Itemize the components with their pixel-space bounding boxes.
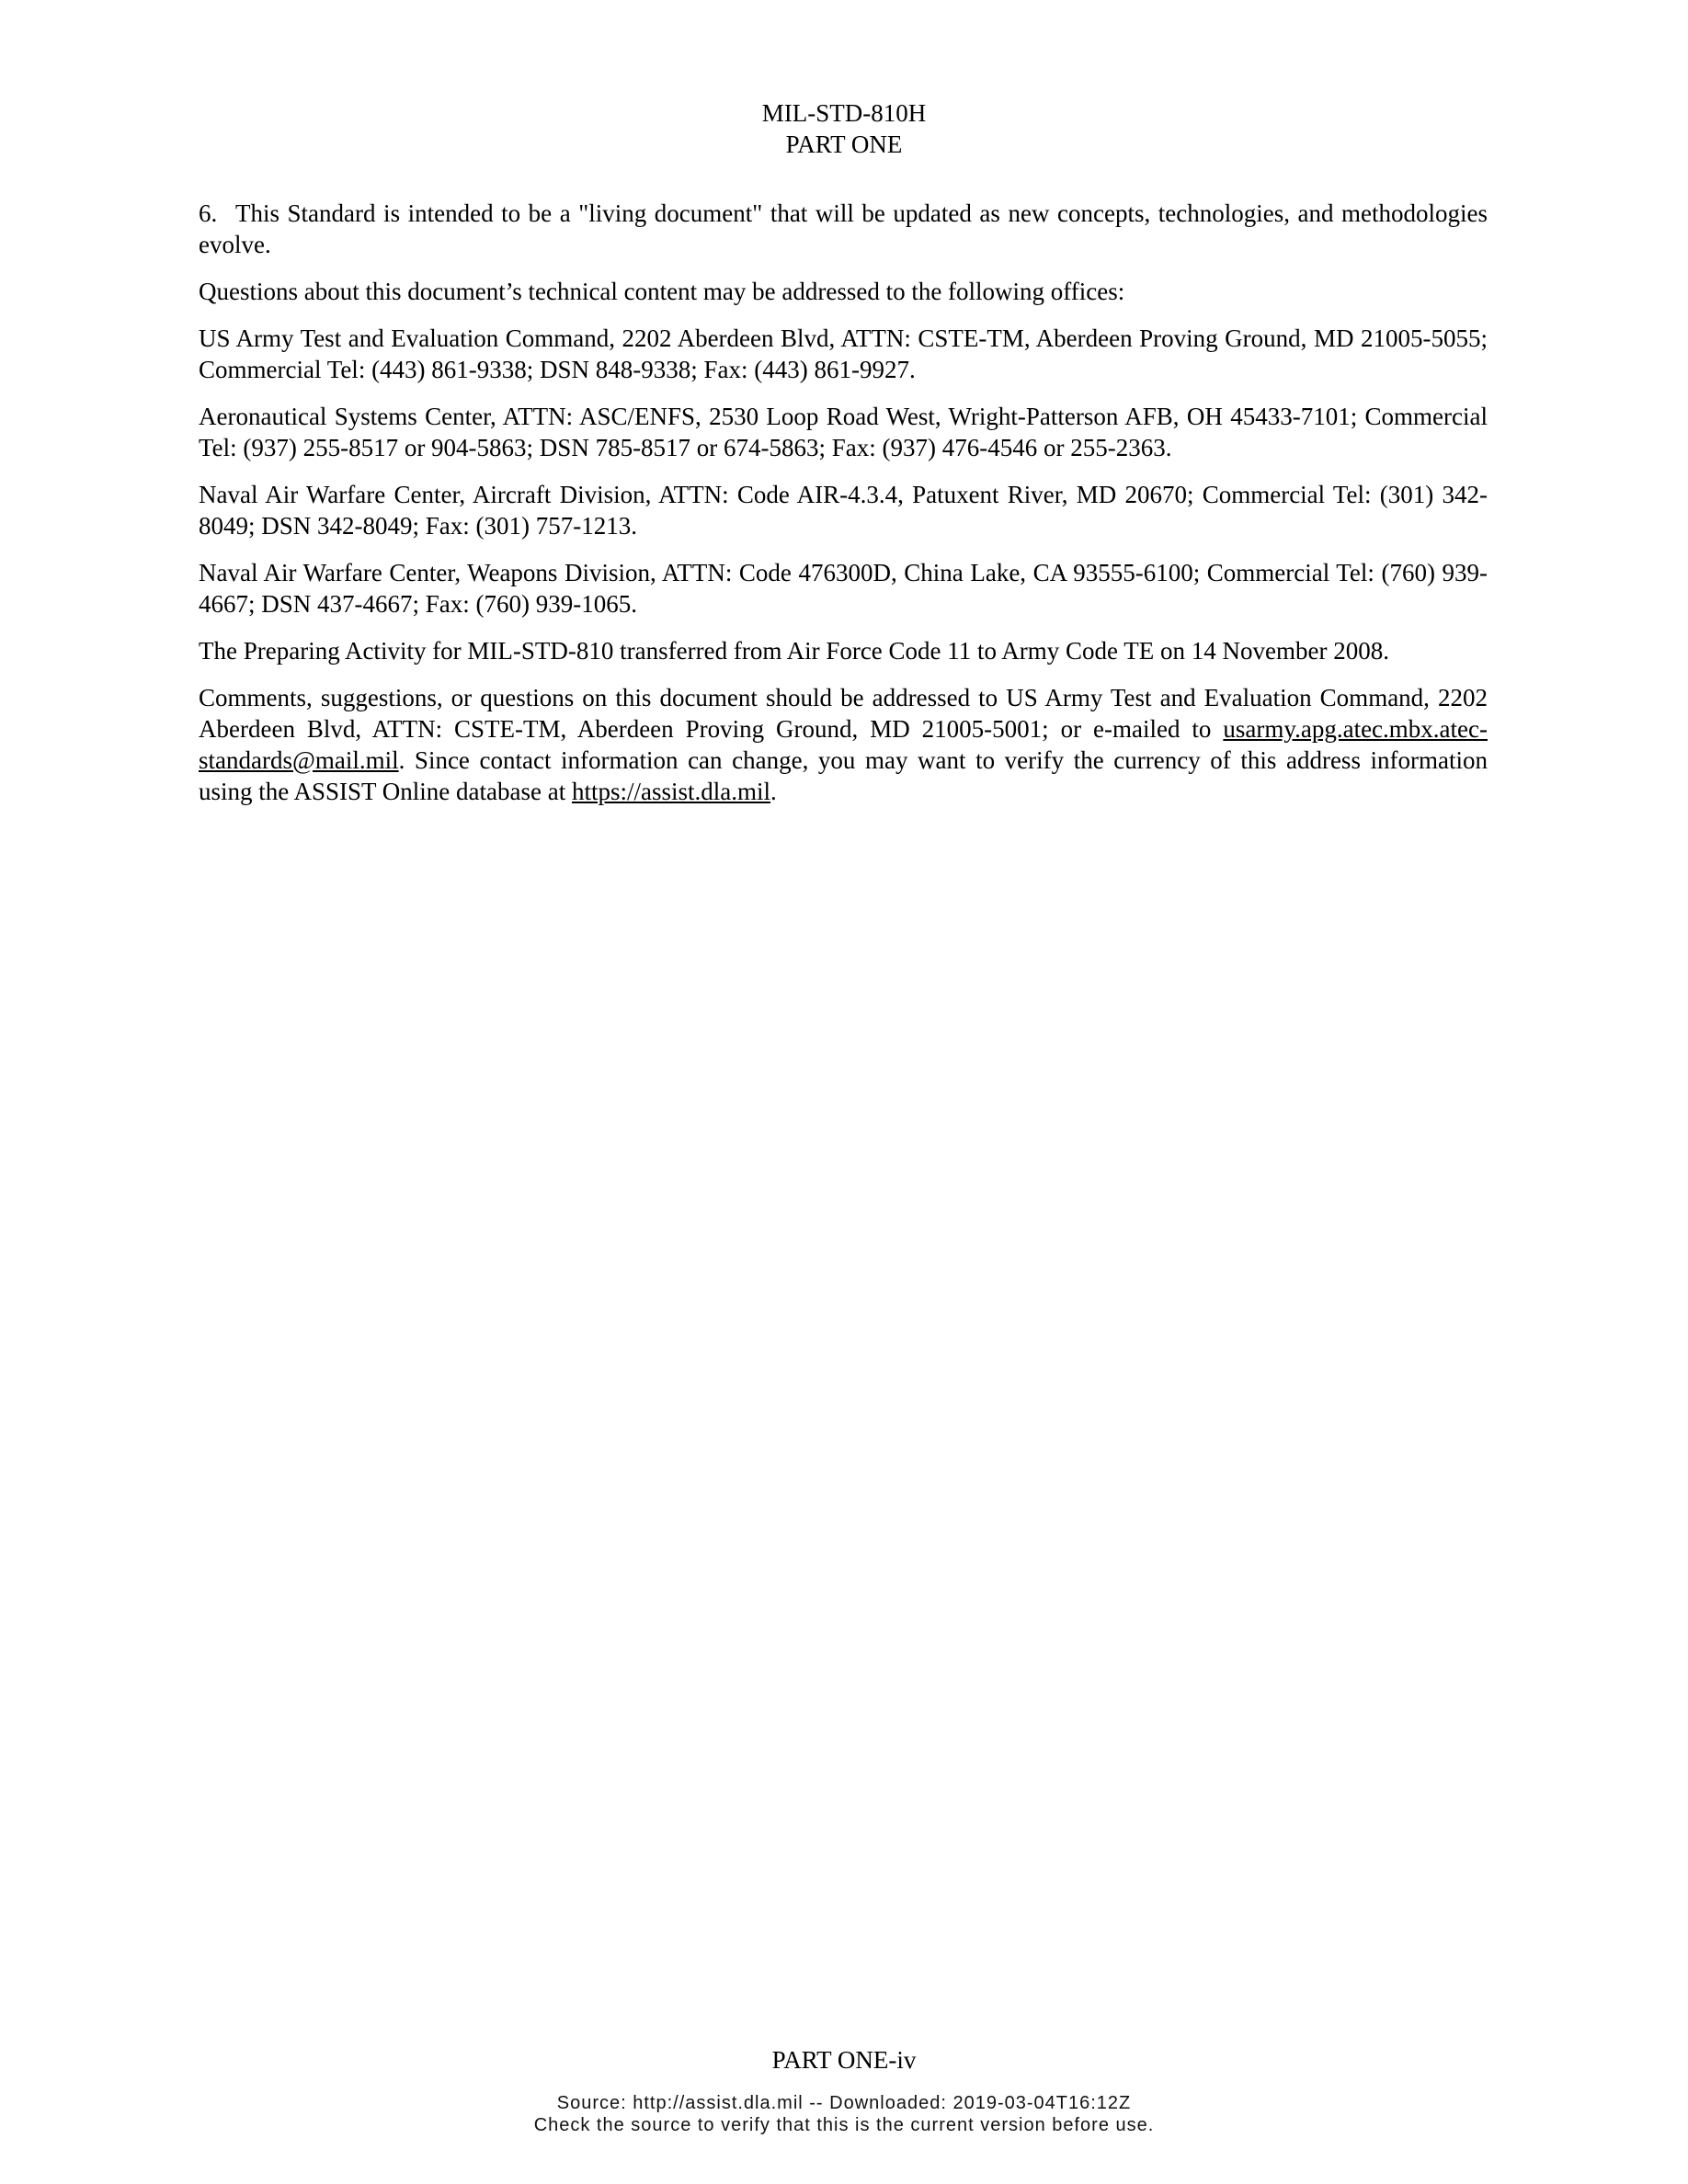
paragraph-naval-weapons-office: Naval Air Warfare Center, Weapons Division, ATTN: Code 476300D, China Lake, CA 93555-6100; Commercial Tel: (760) 939-4667; DSN 437-4667; Fax: (760) 939-1065. — [199, 559, 1488, 618]
paragraph-number: 6. — [199, 199, 218, 227]
source-line: Source: http://assist.dla.mil -- Downloaded: 2019-03-04T16:12Z — [556, 2093, 1132, 2113]
paragraph-comments — [199, 682, 1488, 807]
email-link[interactable]: usarmy.apg.atec.mbx.atec-standards@mail.mil — [199, 715, 1488, 774]
page-header — [0, 97, 1688, 160]
paragraph-preparing-activity: The Preparing Activity for MIL-STD-810 transferred from Air Force Code 11 to Army Code TE on 14 November 2008. — [199, 637, 1389, 665]
page-number: PART ONE-iv — [771, 2046, 917, 2074]
assist-link[interactable]: https://assist.dla.mil — [571, 778, 770, 805]
comments-text-1: Comments, suggestions, or questions on this document should be addressed to US Army Test and Evaluation Command, 2202 Aberdeen Blvd, ATTN: CSTE-TM, Aberdeen Proving Ground, MD 21005-5001; or e-mailed to — [199, 684, 1488, 743]
paragraph-naval-aircraft-office: Naval Air Warfare Center, Aircraft Division, ATTN: Code AIR-4.3.4, Patuxent River, MD 20670; Commercial Tel: (301) 342-8049; DSN 342-8049; Fax: (301) 757-1213. — [199, 481, 1488, 540]
document-id: MIL-STD-810H — [761, 99, 927, 127]
document-part: PART ONE — [785, 131, 903, 158]
check-line: Check the source to verify that this is the current version before use. — [533, 2115, 1155, 2135]
paragraph-army-office: US Army Test and Evaluation Command, 2202 Aberdeen Blvd, ATTN: CSTE-TM, Aberdeen Proving Ground, MD 21005-5055; Commercial Tel: (443) 861-9338; DSN 848-9338; Fax: (443) 861-9927. — [199, 324, 1488, 383]
paragraph-living-document — [199, 198, 1488, 260]
paragraph-text: This Standard is intended to be a "living document" that will be updated as new concepts, technologies, and methodologies evolve. — [199, 199, 1488, 258]
source-note — [0, 2092, 1688, 2136]
comments-text-2: . Since contact information can change, you may want to verify the currency of this address information using the ASSIST Online database at — [199, 746, 1488, 805]
paragraph-aeronautical-office: Aeronautical Systems Center, ATTN: ASC/ENFS, 2530 Loop Road West, Wright-Patterson AFB, OH 45433-7101; Commercial Tel: (937) 255-8517 or 904-5863; DSN 785-8517 or 674-5863; Fax: (937) 476-4546 or 255-2363. — [199, 403, 1488, 461]
paragraph-questions-intro: Questions about this document’s technical content may be addressed to the following offices: — [199, 278, 1125, 305]
comments-text-3: . — [770, 778, 777, 805]
document-body — [199, 198, 1488, 823]
